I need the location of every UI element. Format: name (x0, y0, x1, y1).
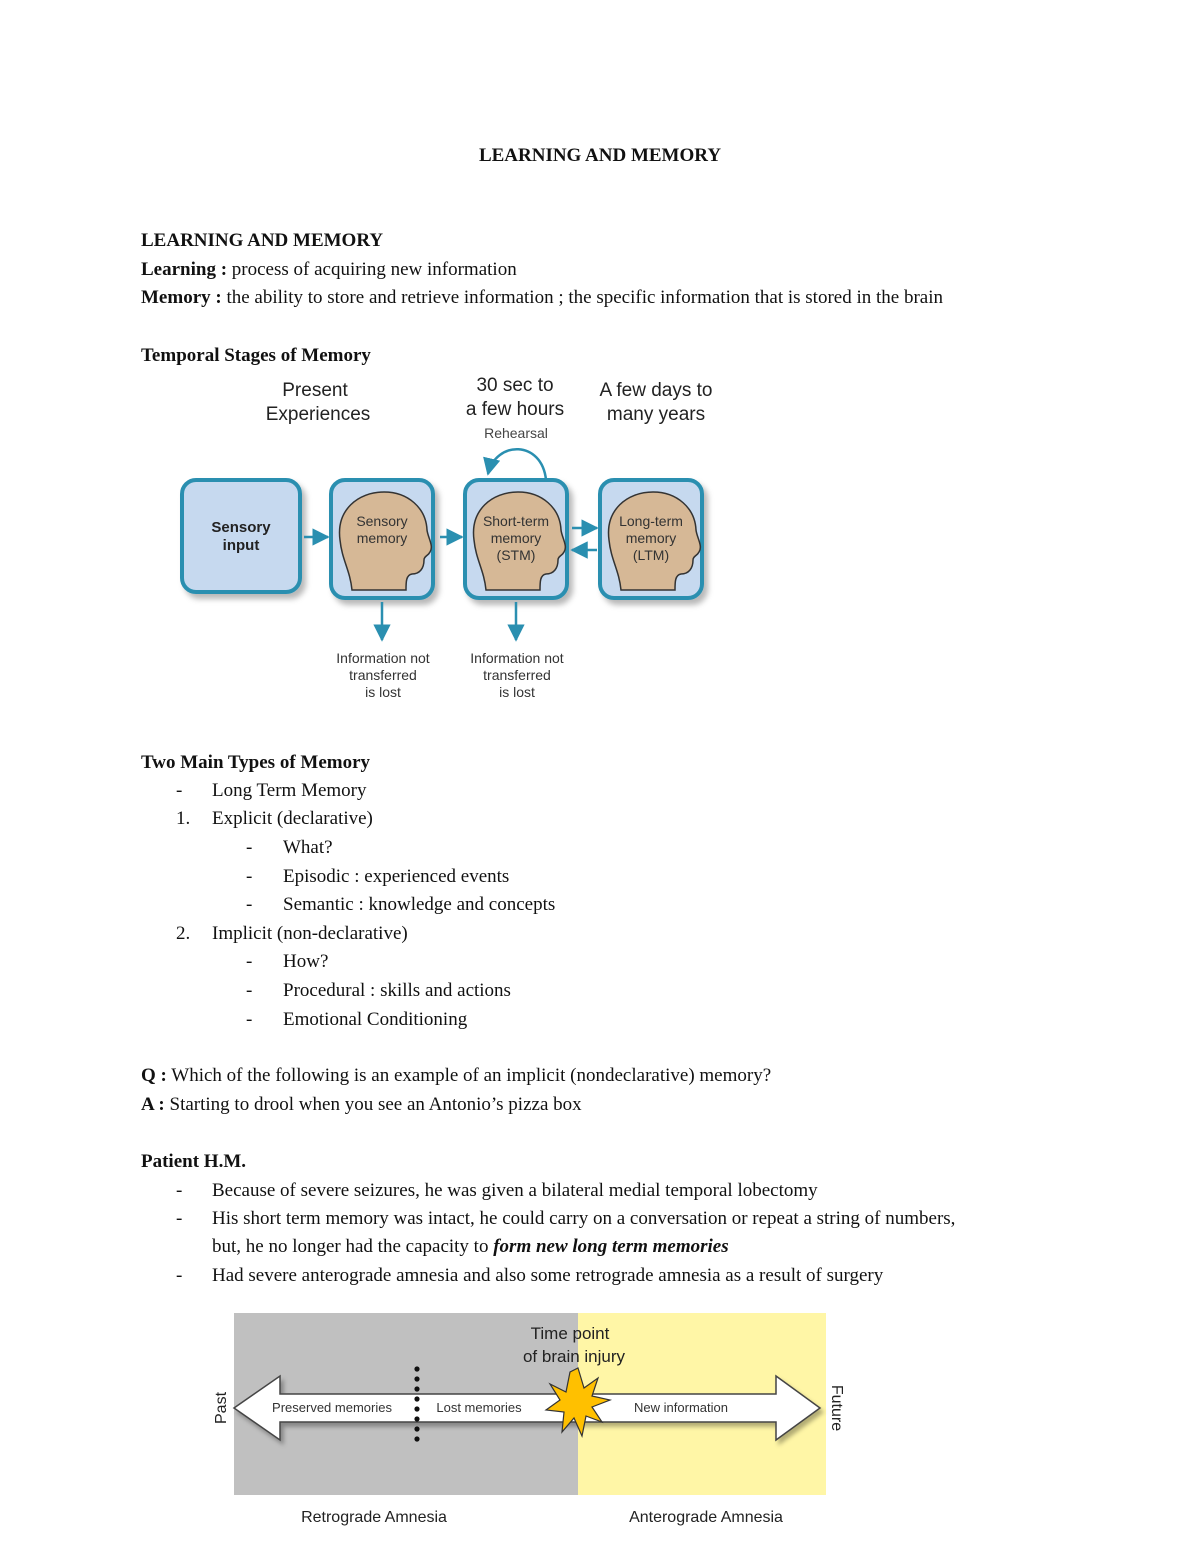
types-heading: Two Main Types of Memory (141, 752, 371, 773)
bullet-dash: - (176, 1265, 183, 1286)
past-label: Past (213, 1391, 230, 1425)
temporal-stages-diagram (144, 370, 734, 718)
implicit-subitem: Procedural : skills and actions (283, 980, 511, 1001)
temporal-heading: Temporal Stages of Memory (141, 345, 371, 366)
bullet-dash: - (176, 1208, 183, 1229)
sensory-lost-label-2: transferred (349, 667, 417, 683)
memory-definition (141, 288, 943, 307)
new-information-label: New information (634, 1400, 728, 1415)
hm-bullet-2-line-1: His short term memory was intact, he could carry on a conversation or repeat a string of numbers, (212, 1208, 956, 1229)
bullet-dash: - (246, 894, 253, 915)
sensory-lost-label-1: Information not (336, 650, 430, 666)
answer-label: A : (141, 1094, 165, 1115)
rehearsal-loop-arrow (488, 449, 546, 480)
sensory-input-label-2: input (222, 537, 260, 554)
lost-memories-label: Lost memories (436, 1400, 522, 1415)
present-label-2: Experiences (265, 404, 371, 425)
sensory-input-box (182, 480, 300, 592)
answer-line (141, 1095, 582, 1114)
sensory-input-label-1: Sensory (211, 519, 271, 536)
ltm-duration-1: A few days to (599, 380, 713, 401)
bullet-dash: - (176, 780, 183, 801)
section-heading: LEARNING AND MEMORY (141, 230, 384, 251)
ltm-duration-2: many years (606, 404, 706, 425)
preserved-memories-label: Preserved memories (272, 1400, 392, 1415)
question-text: Which of the following is an example of an implicit (nondeclarative) memory? (166, 1065, 772, 1086)
present-label-1: Present (282, 380, 348, 401)
explicit-subitem: What? (283, 837, 333, 858)
ltm-item: Long Term Memory (212, 780, 367, 801)
stm-duration-1: 30 sec to (476, 375, 554, 396)
bullet-dash: - (246, 951, 253, 972)
amnesia-diagram (200, 1310, 860, 1538)
bullet-dash: - (246, 866, 253, 887)
ltm-label-1: Long-term (619, 513, 683, 529)
hm-bullet-3: Had severe anterograde amnesia and also some retrograde amnesia as a result of surgery (212, 1265, 884, 1286)
memory-term: Memory : (141, 287, 222, 308)
hm-heading: Patient H.M. (141, 1151, 247, 1172)
explicit-number: 1. (176, 808, 191, 829)
stm-label-1: Short-term (482, 513, 550, 529)
answer-text: Starting to drool when you see an Antonio’s pizza box (164, 1094, 582, 1115)
retrograde-label: Retrograde Amnesia (301, 1509, 447, 1526)
ltm-label-3: (LTM) (632, 547, 670, 563)
learning-definition (141, 260, 517, 279)
hm-bullet-2-line-2 (212, 1237, 729, 1256)
bullet-dash: - (246, 980, 253, 1001)
sensory-memory-label-1: Sensory (356, 513, 408, 529)
question-line (141, 1066, 771, 1085)
future-label: Future (828, 1384, 845, 1432)
anterograde-label: Anterograde Amnesia (629, 1509, 783, 1526)
sensory-memory-label-2: memory (356, 530, 408, 546)
learning-term: Learning : (141, 259, 228, 280)
explicit-item: Explicit (declarative) (212, 808, 373, 829)
memory-text: the ability to store and retrieve information ; the specific information that is stored in the brain (221, 287, 943, 308)
hm-bullet-2-text: but, he no longer had the capacity to (212, 1236, 494, 1257)
implicit-subitem: Emotional Conditioning (283, 1009, 468, 1030)
implicit-item: Implicit (non-declarative) (212, 923, 408, 944)
ltm-label-2: memory (625, 530, 677, 546)
document-title: LEARNING AND MEMORY (478, 145, 722, 166)
explicit-subitem: Semantic : knowledge and concepts (283, 894, 556, 915)
stm-lost-label-3: is lost (499, 684, 535, 700)
stm-label-2: memory (490, 530, 542, 546)
stm-duration-2: a few hours (465, 399, 565, 420)
implicit-number: 2. (176, 923, 191, 944)
bullet-dash: - (246, 837, 253, 858)
bullet-dash: - (246, 1009, 253, 1030)
stm-lost-label-1: Information not (470, 650, 564, 666)
hm-bullet-1: Because of severe seizures, he was given a bilateral medial temporal lobectomy (212, 1180, 818, 1201)
time-point-label-1: Time point (530, 1324, 610, 1343)
learning-text: process of acquiring new information (227, 259, 517, 280)
stm-label-3: (STM) (496, 547, 536, 563)
bullet-dash: - (176, 1180, 183, 1201)
hm-emphasis: form new long term memories (493, 1236, 729, 1257)
sensory-lost-label-3: is lost (365, 684, 401, 700)
implicit-subitem: How? (283, 951, 329, 972)
rehearsal-label: Rehearsal (484, 425, 548, 441)
explicit-subitem: Episodic : experienced events (283, 866, 510, 887)
question-label: Q : (141, 1065, 167, 1086)
stm-lost-label-2: transferred (483, 667, 551, 683)
time-point-label-2: of brain injury (522, 1347, 626, 1366)
